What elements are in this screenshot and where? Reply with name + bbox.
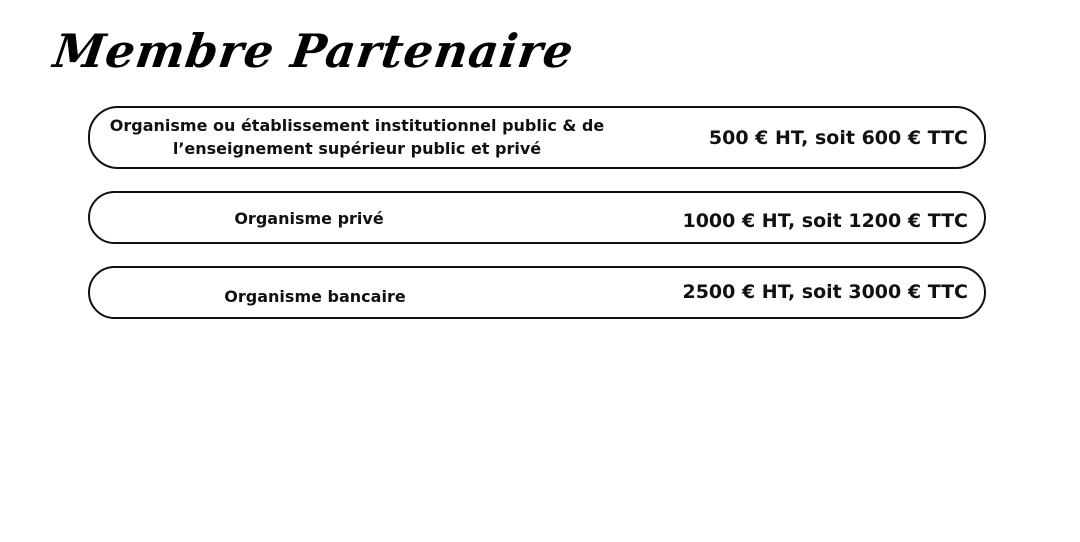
tier-price: 2500 € HT, soit 3000 € TTC [682,281,968,303]
tier-label: Organisme privé [234,209,384,228]
membership-tier-row [88,191,986,244]
tier-price: 1000 € HT, soit 1200 € TTC [682,210,968,232]
page-title: Membre Partenaire [50,24,578,78]
tier-label: Organisme bancaire [224,287,406,306]
membership-tier-row [88,266,986,319]
membership-tier-row [88,106,986,169]
tier-price: 500 € HT, soit 600 € TTC [708,127,968,149]
tier-label: Organisme ou établissement institutionnel public & de l’enseignement supérieur public et privé [109,116,605,158]
